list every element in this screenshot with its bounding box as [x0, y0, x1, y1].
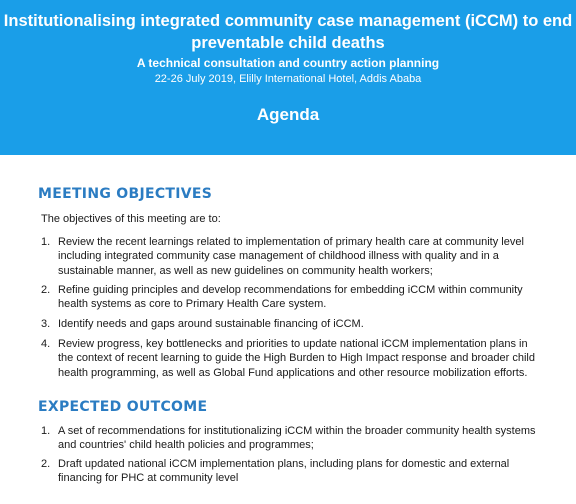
list-item	[41, 317, 541, 331]
item-number: 3.	[41, 318, 51, 330]
list-item	[41, 457, 541, 486]
outcome-heading: EXPECTED OUTCOME	[38, 399, 208, 415]
item-text: Review progress, key bottlenecks and priorities to update national iCCM implementation plans in the context of recent learning to guide the High Burden to High Impact response and broader child health programming, as well as Global Fund applications and other resource mobilization efforts.	[58, 338, 535, 379]
item-number: 1.	[41, 236, 51, 248]
item-number: 2.	[41, 284, 51, 296]
list-item	[41, 283, 541, 312]
date-venue: 22-26 July 2019, Elilly International Hotel, Addis Ababa	[154, 73, 422, 85]
item-text: Review the recent learnings related to implementation of primary health care at community level including integrated community case management of childhood illness with quality and in a sustainable manner, as well as new guidelines on community health workers;	[58, 236, 524, 277]
list-item	[41, 424, 541, 453]
item-text: Draft updated national iCCM implementation plans, including plans for domestic and external financing for PHC at community level	[58, 458, 510, 485]
list-item	[41, 337, 541, 380]
objectives-intro: The objectives of this meeting are to:	[41, 213, 221, 225]
item-number: 2.	[41, 458, 51, 470]
item-text: A set of recommendations for institutionalizing iCCM within the broader community health systems and countries' child health policies and programmes;	[58, 425, 536, 452]
header-banner	[0, 0, 576, 155]
document-subtitle: A technical consultation and country action planning	[136, 56, 440, 70]
document-title: Institutionalising integrated community case management (iCCM) to end preventable child deaths	[3, 12, 573, 52]
item-text: Refine guiding principles and develop recommendations for embedding iCCM within community health systems as core to Primary Health Care system.	[58, 284, 523, 311]
item-number: 4.	[41, 338, 51, 350]
item-text: Identify needs and gaps around sustainable financing of iCCM.	[58, 318, 364, 330]
list-item	[41, 235, 541, 278]
objectives-heading: MEETING OBJECTIVES	[38, 186, 213, 202]
agenda-label: Agenda	[256, 105, 320, 124]
item-number: 1.	[41, 425, 51, 437]
